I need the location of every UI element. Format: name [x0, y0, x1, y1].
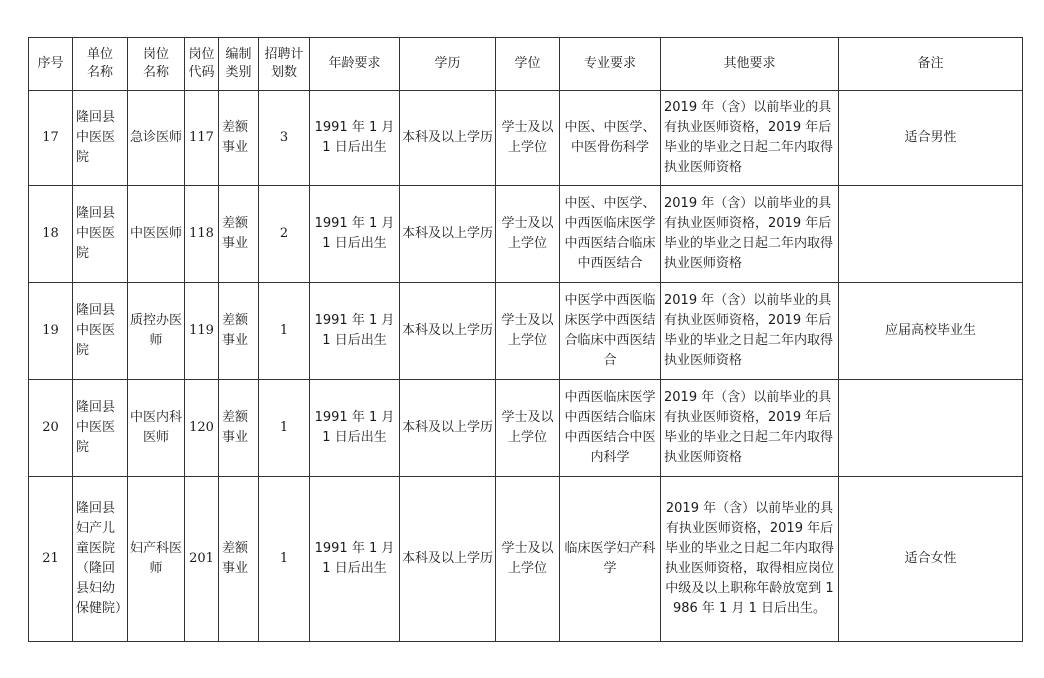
- cell-age: 1991 年 1 月 1 日后出生: [310, 380, 400, 477]
- cell-type: 差额事业: [219, 283, 259, 380]
- cell-type: 差额事业: [219, 91, 259, 186]
- header-plan: 招聘计 划数: [259, 38, 310, 91]
- cell-major: 中医、中医学、中医骨伤科学: [560, 91, 661, 186]
- cell-plan: 3: [259, 91, 310, 186]
- cell-code: 117: [185, 91, 219, 186]
- header-unit: 单位 名称: [73, 38, 128, 91]
- cell-degree: 学士及以上学位: [496, 380, 560, 477]
- cell-edu: 本科及以上学历: [400, 91, 496, 186]
- cell-seq: 19: [29, 283, 73, 380]
- cell-degree: 学士及以上学位: [496, 283, 560, 380]
- header-code: 岗位 代码: [185, 38, 219, 91]
- cell-other: 2019 年（含）以前毕业的具有执业医师资格，2019 年后毕业的毕业之日起二年内取得执业医师资格: [661, 380, 839, 477]
- header-age: 年龄要求: [310, 38, 400, 91]
- cell-note: 适合女性: [839, 477, 1023, 642]
- cell-edu: 本科及以上学历: [400, 186, 496, 283]
- cell-note: 应届高校毕业生: [839, 283, 1023, 380]
- cell-other: 2019 年（含）以前毕业的具有执业医师资格，2019 年后毕业的毕业之日起二年内取得执业医师资格: [661, 91, 839, 186]
- cell-note: 适合男性: [839, 91, 1023, 186]
- cell-post: 中医内科医师: [128, 380, 185, 477]
- table-row: [29, 91, 1023, 186]
- cell-age: 1991 年 1 月 1 日后出生: [310, 283, 400, 380]
- cell-plan: 2: [259, 186, 310, 283]
- cell-code: 201: [185, 477, 219, 642]
- cell-plan: 1: [259, 477, 310, 642]
- cell-degree: 学士及以上学位: [496, 91, 560, 186]
- header-major: 专业要求: [560, 38, 661, 91]
- header-seq: 序号: [29, 38, 73, 91]
- cell-degree: 学士及以上学位: [496, 477, 560, 642]
- cell-note: [839, 186, 1023, 283]
- cell-age: 1991 年 1 月 1 日后出生: [310, 186, 400, 283]
- cell-seq: 21: [29, 477, 73, 642]
- cell-unit: 隆回县中医医院: [73, 91, 128, 186]
- cell-major: 中西医临床医学中西医结合临床中西医结合中医内科学: [560, 380, 661, 477]
- cell-type: 差额事业: [219, 380, 259, 477]
- header-post: 岗位 名称: [128, 38, 185, 91]
- header-degree: 学位: [496, 38, 560, 91]
- cell-plan: 1: [259, 283, 310, 380]
- cell-seq: 17: [29, 91, 73, 186]
- cell-post: 急诊医师: [128, 91, 185, 186]
- cell-plan: 1: [259, 380, 310, 477]
- table-row: [29, 477, 1023, 642]
- cell-edu: 本科及以上学历: [400, 283, 496, 380]
- cell-unit: 隆回县妇产儿童医院（隆回县妇幼保健院）: [73, 477, 128, 642]
- header-note: 备注: [839, 38, 1023, 91]
- cell-other: 2019 年（含）以前毕业的具有执业医师资格，2019 年后毕业的毕业之日起二年内取得执业医师资格，取得相应岗位中级及以上职称年龄放宽到 1986 年 1 月 1 日后出生。: [661, 477, 839, 642]
- cell-seq: 18: [29, 186, 73, 283]
- cell-type: 差额事业: [219, 186, 259, 283]
- cell-age: 1991 年 1 月 1 日后出生: [310, 477, 400, 642]
- header-other: 其他要求: [661, 38, 839, 91]
- cell-type: 差额事业: [219, 477, 259, 642]
- cell-edu: 本科及以上学历: [400, 477, 496, 642]
- cell-degree: 学士及以上学位: [496, 186, 560, 283]
- cell-seq: 20: [29, 380, 73, 477]
- cell-other: 2019 年（含）以前毕业的具有执业医师资格，2019 年后毕业的毕业之日起二年内取得执业医师资格: [661, 283, 839, 380]
- recruitment-table: [28, 37, 1023, 642]
- cell-post: 中医医师: [128, 186, 185, 283]
- cell-major: 中医学中西医临床医学中西医结合临床中西医结合: [560, 283, 661, 380]
- header-row: [29, 38, 1023, 91]
- cell-unit: 隆回县中医医院: [73, 283, 128, 380]
- cell-edu: 本科及以上学历: [400, 380, 496, 477]
- cell-post: 妇产科医师: [128, 477, 185, 642]
- cell-other: 2019 年（含）以前毕业的具有执业医师资格，2019 年后毕业的毕业之日起二年内取得执业医师资格: [661, 186, 839, 283]
- table-row: [29, 186, 1023, 283]
- table-row: [29, 380, 1023, 477]
- cell-unit: 隆回县中医医院: [73, 186, 128, 283]
- header-type: 编制 类别: [219, 38, 259, 91]
- cell-note: [839, 380, 1023, 477]
- cell-age: 1991 年 1 月 1 日后出生: [310, 91, 400, 186]
- cell-code: 118: [185, 186, 219, 283]
- cell-major: 临床医学妇产科学: [560, 477, 661, 642]
- header-edu: 学历: [400, 38, 496, 91]
- cell-unit: 隆回县中医医院: [73, 380, 128, 477]
- cell-post: 质控办医师: [128, 283, 185, 380]
- cell-code: 120: [185, 380, 219, 477]
- table-row: [29, 283, 1023, 380]
- cell-major: 中医、中医学、中西医临床医学中西医结合临床中西医结合: [560, 186, 661, 283]
- cell-code: 119: [185, 283, 219, 380]
